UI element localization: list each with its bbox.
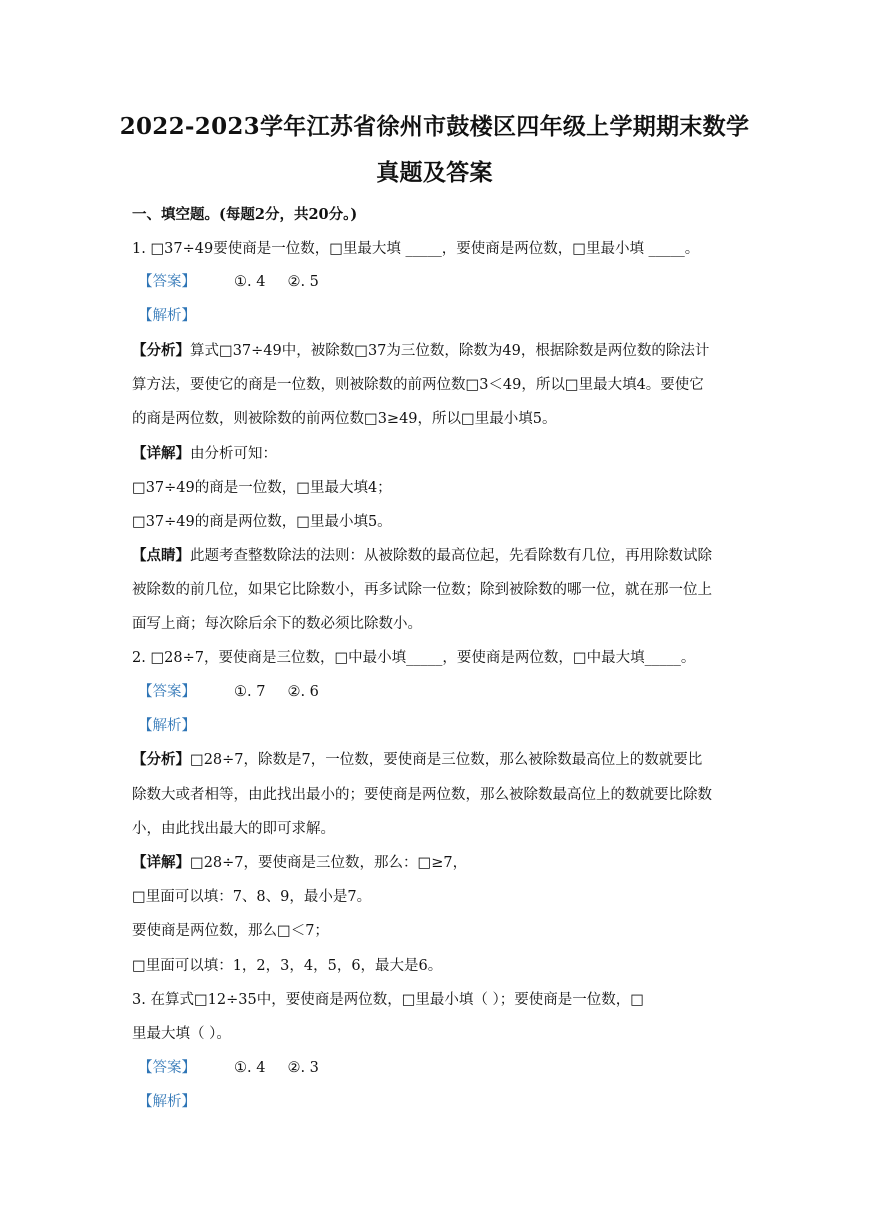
q2-answer-row [138,681,748,703]
q2-detail-line1: 【详解】□28÷7，要使商是三位数，那么：□≥7， [132,854,468,871]
q1-comment-line3: 面写上商；每次除后余下的数必须比除数小。 [132,616,422,632]
q1-answer-row [138,271,748,293]
q1-detail-line3: □37÷49的商是两位数，□里最小填5。 [132,514,392,530]
q1-detail-line2: □37÷49的商是一位数，□里最大填4； [132,480,392,496]
document-title-line1: 2022-2023学年江苏省徐州市鼓楼区四年级上学期期末数学 [119,113,750,140]
q1-answer-2: ②. 5 [287,274,319,290]
q1-analysis-line1: 【分析】算式□37÷49中，被除数□37为三位数，除数为49，根据除数是两位数的除法计 [132,342,710,359]
q1-analysis-tag: 【解析】 [138,308,196,324]
q3-question-line1: 3. 在算式□12÷35中，要使商是两位数，□里最小填（ ）；要使商是一位数，□ [132,992,644,1008]
q3-answer-1: ①. 4 [234,1060,266,1076]
q3-analysis-tag: 【解析】 [138,1094,196,1110]
q1-answer-tag: 【答案】 [138,274,196,290]
q2-detail-line3: 要使商是两位数，那么□＜7； [132,923,329,939]
q3-answer-2: ②. 3 [287,1060,319,1076]
q2-answer-1: ①. 7 [234,684,266,700]
q2-answer-2: ②. 6 [287,684,319,700]
q2-analysis-label: 【分析】 [132,751,190,768]
q3-answer-row [138,1057,748,1079]
q1-detail-line1: 【详解】由分析可知： [132,445,277,462]
q2-answer-tag: 【答案】 [138,684,196,700]
q2-detail-line4: □里面可以填：1，2，3，4，5，6，最大是6。 [132,958,443,974]
q1-analysis-label: 【分析】 [132,342,190,359]
q2-analysis-line3: 小，由此找出最大的即可求解。 [132,821,335,837]
q1-analysis-line3: 的商是两位数，则被除数的前两位数□3≥49，所以□里最小填5。 [132,411,557,427]
q1-question: 1. □37÷49要使商是一位数，□里最大填 _____，要使商是两位数，□里最小填 _____。 [132,241,700,257]
document-title-line2: 真题及答案 [376,159,493,186]
q2-question: 2. □28÷7，要使商是三位数，□中最小填_____，要使商是两位数，□中最大填_____。 [132,650,696,666]
q1-comment-label: 【点睛】 [132,547,190,564]
q1-comment-line1: 【点睛】此题考查整数除法的法则：从被除数的最高位起，先看除数有几位，再用除数试除 [132,547,712,564]
q2-analysis-line2: 除数大或者相等，由此找出最小的；要使商是两位数，那么被除数最高位上的数就要比除数 [132,787,712,803]
q1-detail-label: 【详解】 [132,445,190,462]
q2-analysis-tag: 【解析】 [138,718,196,734]
q1-comment-line2: 被除数的前几位，如果它比除数小，再多试除一位数；除到被除数的哪一位，就在那一位上 [132,582,712,598]
q2-detail-label: 【详解】 [132,854,190,871]
q1-answer-1: ①. 4 [234,274,266,290]
q3-question-line2: 里最大填（ ）。 [132,1026,231,1042]
q3-answer-tag: 【答案】 [138,1060,196,1076]
section-heading: 一、填空题。(每题2分，共20分。) [132,206,358,223]
q1-analysis-line2: 算方法，要使它的商是一位数，则被除数的前两位数□3＜49，所以□里最大填4。要使它 [132,377,704,393]
q2-analysis-line1: 【分析】□28÷7，除数是7，一位数，要使商是三位数，那么被除数最高位上的数就要比 [132,751,703,768]
q2-detail-line2: □里面可以填：7、8、9，最小是7。 [132,889,372,905]
